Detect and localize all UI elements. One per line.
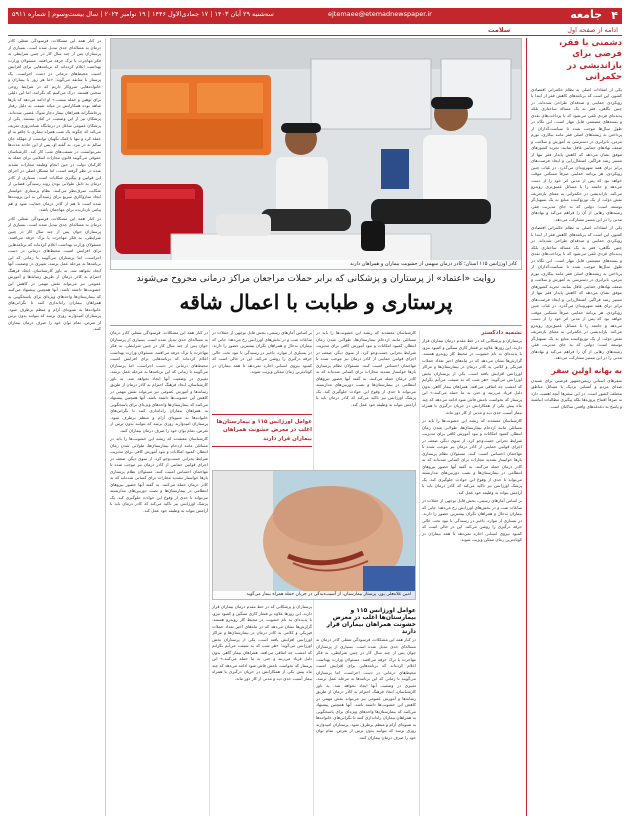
health-tag: سلامت [488, 26, 511, 34]
sidebar-column [526, 38, 622, 816]
story-column-2-lower [316, 604, 416, 816]
column-3-lower-text: پرستاران و پزشکانی که در خط مقدم درمان بیماران قرار دارند، این روزها علاوه بر فشار کاری سنگین و کمبود نیرو، با پدیده‌ای به نام خشونت در محیط کار روبه‌رو هستند. گزارش‌ها نشان می‌دهد که در ماه‌های اخیر تعداد حملات فیزیکی و کلامی به کادر درمان در بیمارستان‌ها و مراکز اورژانس افزایش یافته است. یکی از پرستاران بخش اورژانس می‌گوید: «هر شب که به شیفت می‌آیم نگرانم که امشب چه اتفاقی می‌افتد. همراهان بیمار گاهی بدون دلیل فریاد می‌زنند و حتی به ما حمله می‌کنند.» این پرستار که نخواست نامش فاش شود ادامه می‌دهد که چند ماه پیش یکی از همکارانش در جریان درگیری با همراه بیمار آسیب جدی دید و مدتی از کار دور ماند. [212, 604, 312, 681]
column-1-text: پرستاران و پزشکانی که در خط مقدم درمان بیماران قرار دارند، این روزها علاوه بر فشار کاری سنگین و کمبود نیرو، با پدیده‌ای به نام خشونت در محیط کار روبه‌رو هستند. گزارش‌ها نشان می‌دهد که در ماه‌های اخیر تعداد حملات فیزیکی و کلامی به کادر درمان در بیمارستان‌ها و مراکز اورژانس افزایش یافته است. یکی از پرستاران بخش اورژانس می‌گوید: «هر شب که به شیفت می‌آیم نگرانم که امشب چه اتفاقی می‌افتد. همراهان بیمار گاهی بدون دلیل فریاد می‌زنند و حتی به ما حمله می‌کنند.» این پرستار که نخواست نامش فاش شود ادامه می‌دهد که چند ماه پیش یکی از همکارانش در جریان درگیری با همراه بیمار آسیب جدی دید و مدتی از کار دور ماند. [422, 338, 522, 415]
page-header [8, 8, 622, 24]
page-number: ۴ [611, 9, 618, 22]
story-title: پرستاری و طبابت با اعمال شاقه [179, 290, 453, 314]
column-divider [419, 330, 420, 816]
story-column-4 [110, 330, 208, 816]
author-byline: نشمیه دادگستر [481, 330, 522, 336]
ambulance-interior-illustration [111, 39, 522, 270]
injury-photo [212, 470, 416, 600]
left-column-text: در کنار همه این مشکلات، فرسودگی شغلی کادر درمان به مساله‌ای جدی تبدیل شده است. بسیاری از پرستاران پس از چند سال کار در چنین شرایطی به فکر مهاجرت یا ترک حرفه می‌افتند. مسئولان وزارت بهداشت اعلام کرده‌اند که برنامه‌هایی برای افزایش امنیت محیط‌های درمانی در دست اجراست. یک پرستار با سابقه می‌گوید: «ما هر روز با بیماران و خانواده‌هایی سروکار داریم که در شرایط روحی سختی هستند. درک می‌کنیم که نگرانند، اما این دلیلی برای توهین و حمله نیست.» او ادامه می‌دهد که بارها شاهد بوده همکارانش در میانه شیفت به دلیل رفتار پرخاشگرانه همراهان بیمار دچار شوک عصبی شده‌اند. پزشکان نیز از این وضعیت در امان نیستند. یکی از پزشکان عمومی شاغل در درمانگاه شبانه‌روزی تعریف می‌کند که چگونه یک شب همراه بیماری با چاقو به او حمله کرد و تنها با کمک نگهبان توانست از مهلکه جان سالم به در ببرد. به گفته او، پس از این حادثه مدت‌ها نمی‌توانست در شیفت‌های شب کار کند. کارشناسان حقوقی می‌گویند قانون مجازات اسلامی برای حمله به کارکنان دولت در حین انجام وظیفه مجازات تشدید شده در نظر گرفته است، اما مشکل اصلی در اجرای این قوانین و پیگیری شکایات است. بسیاری از کادر درمان به دلیل طولانی بودن روند رسیدگی قضایی از شکایت صرف‌نظر می‌کنند. نظام پرستاری خواستار ایجاد سازوکاری سریع برای رسیدگی به این پرونده‌ها شده است تا هم از کادر درمان حمایت شود و هم پیامی بازدارنده برای مهاجمان باشد. [8, 38, 101, 212]
main-photo-caption: کادر اورژانس ۱۱۵ استان؛ کادر درمان سهمی از خشونت بیماران و همراهان دارند [111, 260, 521, 269]
injury-photo-caption: امین غلامعلی پور، پرستار بیمارستان، از آسیب‌دیدگی در جریان حمله همراه بیمار می‌گوید [213, 591, 415, 599]
column-2-text: کارشناسان معتقدند که ریشه این خشونت‌ها را باید در مسائلی مانند ازدحام بیمارستان‌ها، طولانی شدن زمان انتظار، کمبود امکانات و نبود آموزش کافی برای مدیریت شرایط بحرانی جست‌وجو کرد. از سوی دیگر، ضعف در اجرای قوانین حمایتی از کادر درمان نیز موجب شده تا مهاجمان احساس امنیت کنند. مسئولان نظام پرستاری بارها خواستار تشدید مجازات برای کسانی شده‌اند که به کادر درمان حمله می‌کنند. به گفته آنها حضور نیروهای انتظامی در بیمارستان‌ها و نصب دوربین‌های مداربسته می‌تواند تا حدی از وقوع این حوادث جلوگیری کند. یک پزشک اورژانس نیز تاکید می‌کند که کادر درمان باید با آرامش بتواند به وظیفه خود عمل کند. [316, 330, 416, 407]
title-divider [110, 325, 522, 326]
column-2-lower-text: در کنار همه این مشکلات، فرسودگی شغلی کادر درمان به مساله‌ای جدی تبدیل شده است. بسیاری از پرستاران جوان پس از چند سال کار در چنین شرایطی، به فکر مهاجرت یا ترک حرفه می‌افتند. مسئولان وزارت بهداشت اعلام کرده‌اند که برنامه‌هایی برای افزایش امنیت محیط‌های درمانی در دست اجراست، اما پرستاران می‌گویند تا زمانی که این برنامه‌ها به مرحله عمل نرسد، تغییری در وضعیت آنها ایجاد نخواهد شد. به باور کارشناسان، ایجاد فرهنگ احترام به کادر درمان از طریق رسانه‌ها و آموزش عمومی نیز می‌تواند نقش مهمی در کاهش این خشونت‌ها داشته باشد. آنها همچنین پیشنهاد می‌کنند که بیمارستان‌ها واحدهای ویژه‌ای برای پاسخگویی به همراهان بیماران راه‌اندازی کنند تا نگرانی‌های خانواده‌ها به شیوه‌ای آرام و منظم برطرف شود. پرستاران امیدوارند روزی برسد که بتوانند بدون ترس از تعرض، تمام توان خود را صرف درمان بیماران کنند. [316, 637, 416, 740]
sidebar-text: یکی از انتقادات اصلی به نظام حکمرانی اقتصادی کشور، این است که برنامه‌های کاهش فقر از ابتدا با رویکردی حمایتی و صدقه‌ای طراحی شده‌اند. در چنین نگاهی، فقر نه یک مساله ساختاری بلکه پدیده‌ای فردی تلقی می‌شود که با پرداخت‌های نقدی و بسته‌های معیشتی قابل مهار است. این نگاه در طول سال‌ها موجب شده تا سیاست‌گذاران از پرداختن به ریشه‌های اصلی فقر مانند بیکاری، تورم مزمن، نابرابری در دسترسی به آموزش و سلامت و ضعف نهادهای حمایتی غافل بمانند. تجربه کشورهای موفق نشان می‌دهد که کاهش پایدار فقر تنها از مسیر رشد فراگیر، اشتغال‌زایی و ایجاد فرصت‌های برابر برای همه شهروندان می‌گذرد. در غیاب چنین رویکردی، هر برنامه حمایتی صرفاً مسکنی موقت خواهد بود که پس از مدتی اثر خود را از دست می‌دهد و جامعه را با مسائل عمیق‌تری روبه‌رو می‌کند. بازاندیشی در حکمرانی به معنای بازتعریف نقش دولت از یک توزیع‌کننده منابع به یک تسهیل‌گر توسعه است؛ دولتی که به جای مدیریت فقر، زمینه‌های رهایی از آن را فراهم می‌کند و نهادهای مدنی را در این مسیر مشارکت می‌دهد. [531, 86, 622, 222]
column-1-text-cont: کارشناسان معتقدند که ریشه این خشونت‌ها را باید در مسائلی مانند ازدحام بیمارستان‌ها، طولانی شدن زمان انتظار، کمبود امکانات و نبود آموزش کافی برای مدیریت شرایط بحرانی جست‌وجو کرد. از سوی دیگر، ضعف در اجرای قوانین حمایتی از کادر درمان نیز موجب شده تا مهاجمان احساس امنیت کنند. مسئولان نظام پرستاری بارها خواستار تشدید مجازات برای کسانی شده‌اند که به کادر درمان حمله می‌کنند. به گفته آنها حضور نیروهای انتظامی در بیمارستان‌ها و نصب دوربین‌های مداربسته می‌تواند تا حدی از وقوع این حوادث جلوگیری کند. یک پزشک اورژانس نیز تاکید می‌کند که کادر درمان باید با آرامش بتواند به وظیفه خود عمل کند. [422, 418, 522, 495]
column-1-text-more: بر اساس آمارهای رسمی، بخش قابل توجهی از حملات در ساعات شب و در بخش‌های اورژانس رخ می‌دهد؛ جایی که بیماران بدحال و همراهان نگران بیشترین حضور را دارند. در بسیاری از موارد، تاخیر در رسیدگی یا نبود تخت خالی جرقه درگیری را روشن می‌کند. این در حالی است که کمبود نیروی انسانی اجازه نمی‌دهد تا همه بیماران در کوتاه‌ترین زمان ممکن ویزیت شوند. [422, 498, 522, 542]
sub-header [8, 26, 622, 36]
sidebar-headline: دشمنی با فقر، فرضی برای بازاندیشی در حکمرانی [559, 38, 622, 83]
pull-quote: عوامل اورژانس ۱۱۵ و بیمارستان‌ها اغلب در معرض خشونت همراهان بیماران قرار دارند [212, 414, 312, 447]
story-column-3-lower [212, 604, 312, 816]
injury-illustration [213, 471, 416, 600]
left-column-text-cont: در کنار همه این مشکلات، فرسودگی شغلی کادر درمان به مساله‌ای جدی تبدیل شده است. بسیاری از پرستاران جوان پس از چند سال کار در چنین شرایطی، به فکر مهاجرت یا ترک حرفه می‌افتند. مسئولان وزارت بهداشت اعلام کرده‌اند که برنامه‌هایی برای افزایش امنیت محیط‌های درمانی در دست اجراست، اما پرستاران می‌گویند تا زمانی که این برنامه‌ها به مرحله عمل نرسد، تغییری در وضعیت آنها ایجاد نخواهد شد. به باور کارشناسان، ایجاد فرهنگ احترام به کادر درمان از طریق رسانه‌ها و آموزش عمومی نیز می‌تواند نقش مهمی در کاهش این خشونت‌ها داشته باشد. آنها همچنین پیشنهاد می‌کنند که بیمارستان‌ها واحدهای ویژه‌ای برای پاسخگویی به همراهان بیماران راه‌اندازی کنند تا نگرانی‌های خانواده‌ها به شیوه‌ای آرام و منظم برطرف شود. پرستاران امیدوارند روزی برسد که بتوانند بدون ترس از تعرض، تمام توان خود را صرف درمان بیماران کنند. [8, 215, 101, 331]
left-column [8, 38, 106, 816]
story-column-1 [422, 330, 522, 816]
sidebar-text-2: سفرهای استانی رییس‌جمهور فرصتی برای شنیدن صدای مردم و آشنایی نزدیک با مسائل مناطق مختلف کشور است. در این سفرها آنچه اهمیت دارد نه صرفاً افتتاح پروژه‌ها بلکه پیگیری مطالبات انباشته و پاسخ به دغدغه‌های واقعی ساکنان است. [531, 377, 622, 409]
column-4-text: در کنار همه این مشکلات، فرسودگی شغلی کادر درمان به مساله‌ای جدی تبدیل شده است. بسیاری از پرستاران جوان پس از چند سال کار در چنین شرایطی، به فکر مهاجرت یا ترک حرفه می‌افتند. مسئولان وزارت بهداشت اعلام کرده‌اند که برنامه‌هایی برای افزایش امنیت محیط‌های درمانی در دست اجراست، اما پرستاران می‌گویند تا زمانی که این برنامه‌ها به مرحله عمل نرسد، تغییری در وضعیت آنها ایجاد نخواهد شد. به باور کارشناسان، ایجاد فرهنگ احترام به کادر درمان از طریق رسانه‌ها و آموزش عمومی نیز می‌تواند نقش مهمی در کاهش این خشونت‌ها داشته باشد. آنها همچنین پیشنهاد می‌کنند که بیمارستان‌ها واحدهای ویژه‌ای برای پاسخگویی به همراهان بیماران راه‌اندازی کنند تا نگرانی‌های خانواده‌ها به شیوه‌ای آرام و منظم برطرف شود. پرستاران امیدوارند روزی برسد که بتوانند بدون ترس از تعرض، تمام توان خود را صرف درمان بیماران کنند. [110, 330, 208, 433]
column-3-text: بر اساس آمارهای رسمی، بخش قابل توجهی از حملات در ساعات شب و در بخش‌های اورژانس رخ می‌دهد؛ جایی که بیماران بدحال و همراهان نگران بیشترین حضور را دارند. در بسیاری از موارد، تاخیر در رسیدگی یا نبود تخت خالی جرقه درگیری را روشن می‌کند. این در حالی است که کمبود نیروی انسانی اجازه نمی‌دهد تا همه بیماران در کوتاه‌ترین زمان ممکن ویزیت شوند. [212, 330, 312, 374]
column-divider [209, 330, 210, 816]
section-email[interactable]: ejtemaee@etemadnewspaper.ir [328, 10, 432, 18]
sidebar-text-cont: یکی از انتقادات اصلی به نظام حکمرانی اقتصادی کشور، این است که برنامه‌های کاهش فقر از ابتدا با رویکردی حمایتی و صدقه‌ای طراحی شده‌اند. در چنین نگاهی، فقر نه یک مساله ساختاری بلکه پدیده‌ای فردی تلقی می‌شود که با پرداخت‌های نقدی و بسته‌های معیشتی قابل مهار است. این نگاه در طول سال‌ها موجب شده تا سیاست‌گذاران از پرداختن به ریشه‌های اصلی فقر مانند بیکاری، تورم مزمن، نابرابری در دسترسی به آموزش و سلامت و ضعف نهادهای حمایتی غافل بمانند. تجربه کشورهای موفق نشان می‌دهد که کاهش پایدار فقر تنها از مسیر رشد فراگیر، اشتغال‌زایی و ایجاد فرصت‌های برابر برای همه شهروندان می‌گذرد. در غیاب چنین رویکردی، هر برنامه حمایتی صرفاً مسکنی موقت خواهد بود که پس از مدتی اثر خود را از دست می‌دهد و جامعه را با مسائل عمیق‌تری روبه‌رو می‌کند. بازاندیشی در حکمرانی به معنای بازتعریف نقش دولت از یک توزیع‌کننده منابع به یک تسهیل‌گر توسعه است؛ دولتی که به جای مدیریت فقر، زمینه‌های رهایی از آن را فراهم می‌کند و نهادهای مدنی را در این مسیر مشارکت می‌دهد. [531, 225, 622, 361]
sidebar-headline-2: به بهانه اولین سفر [551, 365, 622, 375]
continued-label: ادامه از صفحه اول [567, 26, 618, 34]
column-4-text-cont: کارشناسان معتقدند که ریشه این خشونت‌ها را باید در مسائلی مانند ازدحام بیمارستان‌ها، طولانی شدن زمان انتظار، کمبود امکانات و نبود آموزش کافی برای مدیریت شرایط بحرانی جست‌وجو کرد. از سوی دیگر، ضعف در اجرای قوانین حمایتی از کادر درمان نیز موجب شده تا مهاجمان احساس امنیت کنند. مسئولان نظام پرستاری بارها خواستار تشدید مجازات برای کسانی شده‌اند که به کادر درمان حمله می‌کنند. به گفته آنها حضور نیروهای انتظامی در بیمارستان‌ها و نصب دوربین‌های مداربسته می‌تواند تا حدی از وقوع این حوادث جلوگیری کند. یک پزشک اورژانس نیز تاکید می‌کند که کادر درمان باید با آرامش بتواند به وظیفه خود عمل کند. [110, 436, 208, 513]
main-photo [110, 38, 522, 270]
section-name: جامعه [570, 8, 602, 21]
date-line: سه‌شنبه ۲۹ آبان ۱۴۰۳ | ۱۷ جمادی‌الاول ۱۴۴۶ | ۱۹ نوامبر ۲۰۲۴ | سال بیست‌وسوم | شماره ۵۹۱۱ [12, 10, 274, 18]
column-subheading: عوامل اورژانس ۱۱۵ و بیمارستان‌ها اغلب در معرض خشونت همراهان بیماران قرار دارند [326, 607, 416, 635]
story-kicker: روایت «اعتماد» از پرستاران و پزشکانی که برابر حملات مراجعان مراکز درمانی مجروح می‌شوند [136, 274, 496, 284]
